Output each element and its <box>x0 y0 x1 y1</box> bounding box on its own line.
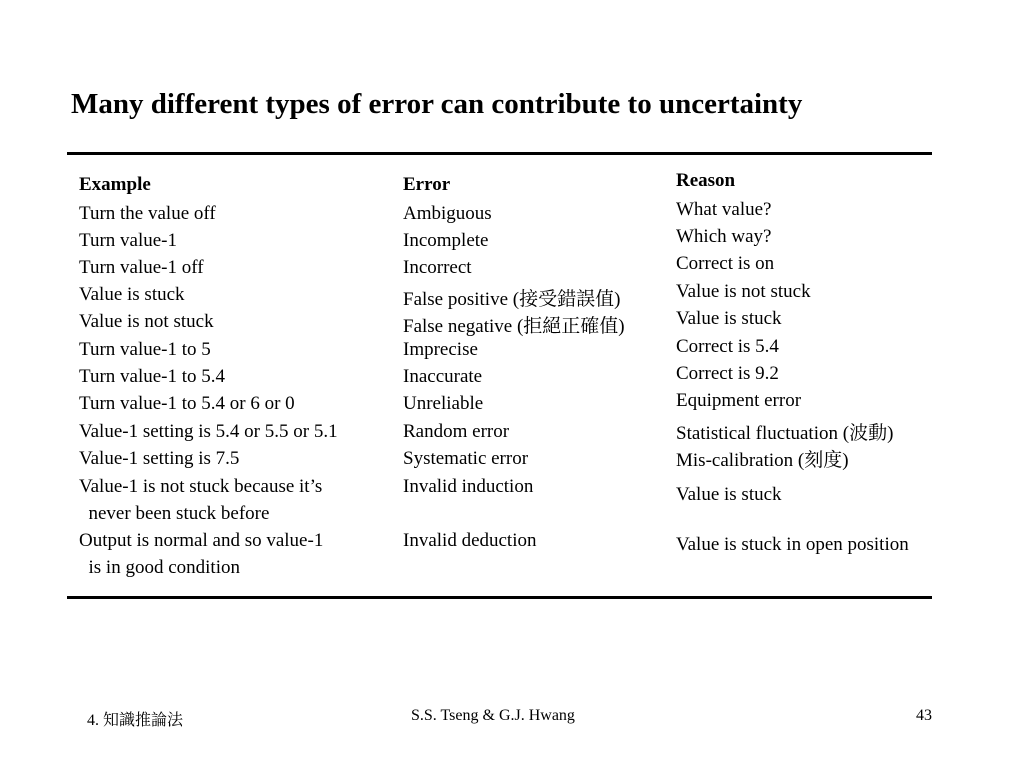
example-line: Value is stuck <box>79 284 185 305</box>
reason-line: Correct is on <box>676 253 775 274</box>
error-line: Systematic error <box>403 448 529 469</box>
reason-line: Correct is 5.4 <box>676 336 779 357</box>
reason-line: Correct is 9.2 <box>676 363 779 384</box>
example-line-continued: is in good condition <box>79 557 240 578</box>
reason-line: Value is stuck in open position <box>676 534 909 555</box>
error-line: Invalid induction <box>403 476 534 497</box>
example-line: Turn the value off <box>79 203 216 224</box>
error-line: Ambiguous <box>403 203 492 224</box>
error-line: False negative (拒絕正確值) <box>403 316 625 337</box>
reason-line: Value is not stuck <box>676 281 811 302</box>
example-line: Value-1 setting is 5.4 or 5.5 or 5.1 <box>79 421 338 442</box>
reason-line: What value? <box>676 199 772 220</box>
reason-line: Value is stuck <box>676 484 782 505</box>
example-line: Turn value-1 <box>79 230 177 251</box>
error-header: Error <box>403 174 451 195</box>
reason-line: Mis-calibration (刻度) <box>676 450 849 471</box>
error-line: Invalid deduction <box>403 530 537 551</box>
example-line: Turn value-1 off <box>79 257 204 278</box>
footer-authors: S.S. Tseng & G.J. Hwang <box>411 707 575 724</box>
error-line: Random error <box>403 421 510 442</box>
example-line: Turn value-1 to 5 <box>79 339 211 360</box>
reason-line: Which way? <box>676 226 772 247</box>
footer-section-label: 4. 知識推論法 <box>87 712 184 729</box>
error-line: Incorrect <box>403 257 472 278</box>
example-line: Turn value-1 to 5.4 or 6 or 0 <box>79 393 295 414</box>
example-line: Value is not stuck <box>79 311 214 332</box>
example-line-continued: never been stuck before <box>79 503 270 524</box>
top-rule <box>67 152 932 155</box>
slide-title: Many different types of error can contribute to uncertainty <box>71 88 803 120</box>
example-line: Turn value-1 to 5.4 <box>79 366 226 387</box>
example-line: Value-1 is not stuck because it’s <box>79 476 323 497</box>
example-line: Output is normal and so value-1 <box>79 530 324 551</box>
error-line: Inaccurate <box>403 366 483 387</box>
error-line: False positive (接受錯誤值) <box>403 289 621 310</box>
reason-line: Statistical fluctuation (波動) <box>676 423 894 444</box>
reason-line: Value is stuck <box>676 308 782 329</box>
example-line: Value-1 setting is 7.5 <box>79 448 240 469</box>
example-header: Example <box>79 174 151 195</box>
error-line: Imprecise <box>403 339 478 360</box>
bottom-rule <box>67 596 932 599</box>
error-line: Unreliable <box>403 393 484 414</box>
page-number: 43 <box>916 707 932 724</box>
error-line: Incomplete <box>403 230 489 251</box>
reason-line: Equipment error <box>676 390 802 411</box>
reason-header: Reason <box>676 170 736 191</box>
